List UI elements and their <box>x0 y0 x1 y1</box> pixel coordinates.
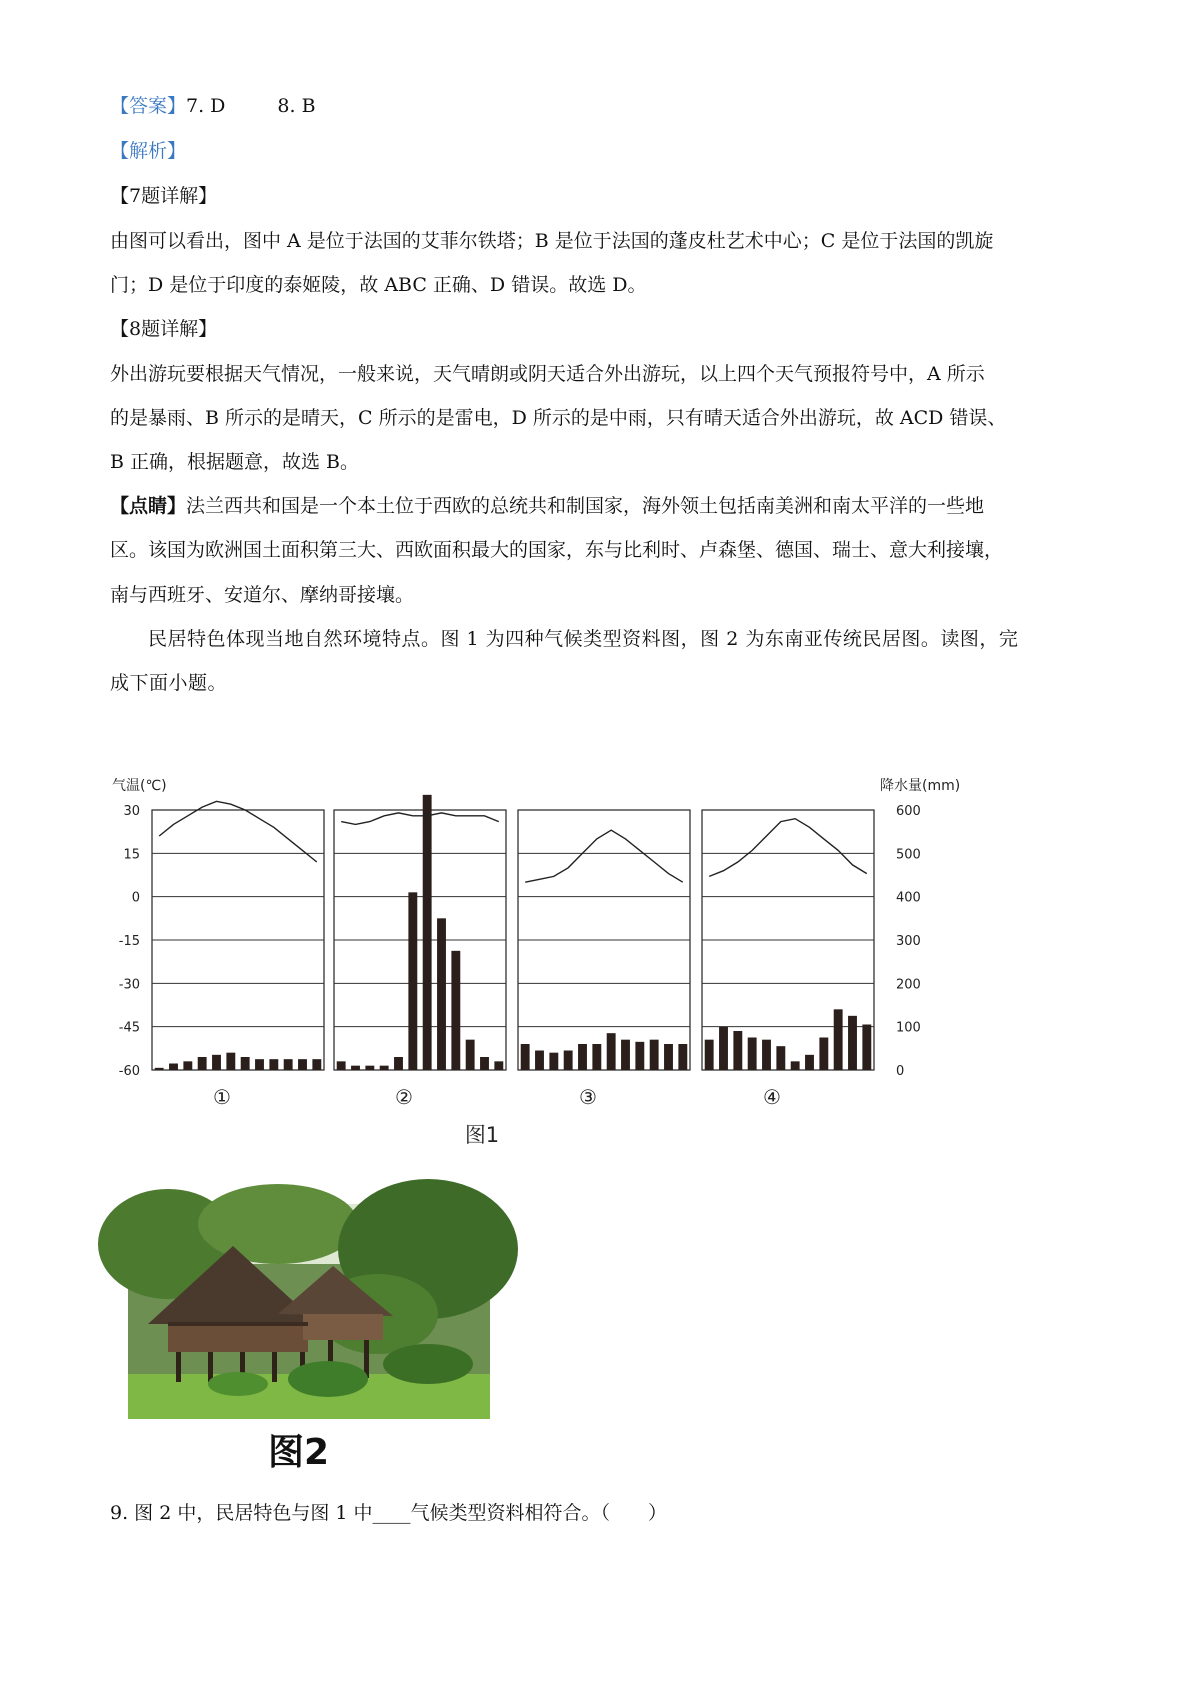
temperature-line <box>709 819 867 877</box>
precip-bar <box>494 1061 503 1070</box>
left-tick-label: -45 <box>118 1020 140 1036</box>
answer-label: 【答案】 <box>110 95 187 117</box>
precip-bar <box>337 1061 346 1070</box>
precip-bar <box>408 892 417 1070</box>
figure2-caption: 图2 <box>268 1432 330 1473</box>
q7-line-1: 由图可以看出，图中 A 是位于法国的艾菲尔铁塔；B 是位于法国的蓬皮杜艺术中心；C 是位于法国的凯旋 <box>110 230 994 252</box>
left-tick-label: -30 <box>118 977 140 993</box>
analysis-label: 【解析】 <box>110 140 187 162</box>
right-tick-label: 100 <box>896 1020 921 1036</box>
right-tick-label: 200 <box>896 977 921 993</box>
precip-bar <box>312 1059 321 1070</box>
precip-bar <box>212 1055 221 1070</box>
precip-bar <box>394 1057 403 1070</box>
left-tick-label: -60 <box>118 1064 140 1079</box>
precip-bar <box>255 1059 264 1070</box>
precip-bar <box>241 1057 250 1070</box>
precip-bar <box>351 1066 360 1070</box>
precip-bar <box>155 1068 164 1070</box>
precip-bar <box>451 951 460 1070</box>
precip-bar <box>762 1040 771 1070</box>
intro-line-1: 民居特色体现当地自然环境特点。图 1 为四种气候类型资料图，图 2 为东南亚传统民居图。读图，完 <box>148 628 1019 650</box>
precip-bar <box>834 1009 843 1070</box>
stilt-house-photo <box>128 1204 490 1419</box>
note-text-1: 法兰西共和国是一个本土位于西欧的总统共和制国家，海外领土包括南美洲和南太平洋的一些地 <box>186 495 985 517</box>
precip-bar <box>664 1044 673 1070</box>
right-tick-label: 600 <box>896 804 921 819</box>
precip-bar <box>466 1040 475 1070</box>
temperature-line <box>341 813 499 825</box>
precip-bar <box>719 1027 728 1070</box>
answer-q7: 7. D <box>186 95 226 117</box>
precip-bar <box>607 1033 616 1070</box>
precip-bar <box>621 1040 630 1070</box>
precip-bar <box>183 1061 192 1070</box>
right-tick-label: 500 <box>896 847 921 863</box>
intro-line-2: 成下面小题。 <box>110 672 228 694</box>
precip-bar <box>549 1053 558 1070</box>
precip-bar <box>169 1064 178 1071</box>
chart-title: 图1 <box>464 1123 500 1147</box>
note-label: 【点睛】 <box>110 495 187 517</box>
precip-bar <box>705 1040 714 1070</box>
panel-label: ② <box>395 1085 413 1109</box>
q8-line-3: B 正确，根据题意，故选 B。 <box>110 451 360 473</box>
precip-bar <box>862 1025 871 1071</box>
precip-bar <box>298 1059 307 1070</box>
right-tick-label: 300 <box>896 934 921 949</box>
q8-line-2: 的是暴雨、B 所示的是晴天，C 所示的是雷电，D 所示的是中雨，只有晴天适合外出游玩，故 ACD 错误、 <box>110 407 1007 429</box>
precip-bar <box>748 1038 757 1071</box>
precip-bar <box>521 1044 530 1070</box>
panel-label: ④ <box>763 1085 781 1109</box>
right-tick-label: 400 <box>896 890 921 906</box>
left-tick-label: 15 <box>123 847 140 863</box>
precip-bar <box>650 1040 659 1070</box>
note-line-3: 南与西班牙、安道尔、摩纳哥接壤。 <box>110 584 415 606</box>
q8-heading: 【8题详解】 <box>110 318 218 340</box>
precip-bar <box>198 1057 207 1070</box>
q7-line-2: 门；D 是位于印度的泰姬陵，故 ABC 正确、D 错误。故选 D。 <box>110 274 647 296</box>
precip-bar <box>269 1059 278 1070</box>
precip-bar <box>423 795 432 1070</box>
left-tick-label: 0 <box>131 890 140 906</box>
right-tick-label: 0 <box>896 1064 905 1079</box>
precip-bar <box>226 1053 235 1070</box>
precip-bar <box>848 1016 857 1070</box>
precip-bar <box>678 1044 687 1070</box>
panel-label: ③ <box>579 1085 597 1109</box>
precip-bar <box>733 1031 742 1070</box>
climate-chart-figure <box>110 770 961 1150</box>
panel-label: ① <box>213 1085 231 1109</box>
answer-q8: 8. B <box>277 95 316 117</box>
note-line-1 <box>110 493 984 519</box>
left-tick-label: -15 <box>118 934 140 949</box>
precip-bar <box>805 1055 814 1070</box>
precip-bar <box>578 1044 587 1070</box>
right-axis-title: 降水量(mm) <box>880 778 961 794</box>
precip-bar <box>592 1044 601 1070</box>
answer-line <box>110 93 316 119</box>
precip-bar <box>284 1059 293 1070</box>
precip-bar <box>480 1057 489 1070</box>
q7-heading: 【7题详解】 <box>110 185 218 207</box>
left-tick-label: 30 <box>123 804 140 819</box>
precip-bar <box>564 1051 573 1071</box>
precip-bar <box>635 1042 644 1070</box>
note-line-2: 区。该国为欧洲国土面积第三大、西欧面积最大的国家，东与比利时、卢森堡、德国、瑞士、意大利接壤， <box>110 539 1004 561</box>
question-9: 9. 图 2 中，民居特色与图 1 中____气候类型资料相符合。（ ） <box>110 1502 668 1524</box>
precip-bar <box>437 918 446 1070</box>
precip-bar <box>380 1066 389 1070</box>
q8-line-1: 外出游玩要根据天气情况，一般来说，天气晴朗或阴天适合外出游玩，以上四个天气预报符号中，A 所示 <box>110 363 985 385</box>
precip-bar <box>819 1038 828 1071</box>
precip-bar <box>776 1046 785 1070</box>
precip-bar <box>365 1066 374 1070</box>
precip-bar <box>791 1061 800 1070</box>
precip-bar <box>535 1051 544 1071</box>
left-axis-title: 气温(℃) <box>112 778 167 794</box>
temperature-line <box>525 830 683 882</box>
